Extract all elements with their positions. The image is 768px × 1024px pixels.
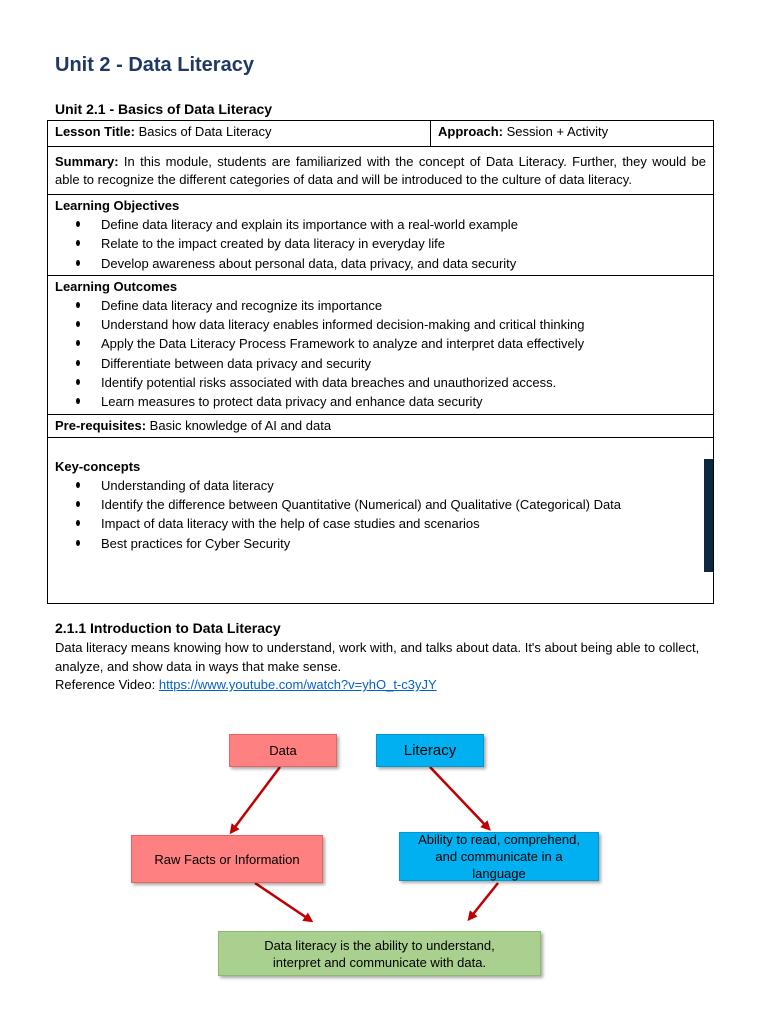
- list-item: Best practices for Cyber Security: [72, 534, 706, 553]
- list-item: Define data literacy and explain its importance with a real-world example: [72, 215, 706, 234]
- definition-label: Data literacy is the ability to understand, interpret and communicate with data.: [264, 937, 495, 970]
- arrow-ability-to-definition: [470, 883, 498, 918]
- data-box-label: Data: [269, 743, 297, 758]
- list-item: Understanding of data literacy: [72, 476, 706, 495]
- list-item: Differentiate between data privacy and security: [72, 354, 706, 373]
- list-item: Understand how data literacy enables informed decision-making and critical thinking: [72, 315, 706, 334]
- section-heading: 2.1.1 Introduction to Data Literacy: [55, 620, 281, 636]
- arrow-literacy-to-ability: [430, 767, 488, 828]
- raw-facts-label: Raw Facts or Information: [154, 851, 300, 867]
- approach-label: Approach:: [438, 124, 503, 139]
- list-item: Identify the difference between Quantitative (Numerical) and Qualitative (Categorical) Data: [72, 495, 706, 514]
- list-item: Relate to the impact created by data literacy in everyday life: [72, 234, 706, 253]
- arrow-raw-to-definition: [255, 883, 310, 920]
- list-item: Identify potential risks associated with data breaches and unauthorized access.: [72, 373, 706, 392]
- key-concepts-label: Key-concepts: [55, 458, 141, 474]
- summary-label: Summary:: [55, 154, 119, 169]
- literacy-box-label: Literacy: [403, 742, 457, 759]
- prereq-label: Pre-requisites:: [55, 417, 147, 433]
- arrow-data-to-raw: [232, 767, 280, 831]
- literacy-box: [376, 734, 484, 767]
- list-item: Apply the Data Literacy Process Framework to analyze and interpret data effectively: [72, 334, 706, 353]
- ability-label: Ability to read, comprehend, and communicate in a language: [418, 832, 580, 881]
- reference-video-link[interactable]: https://www.youtube.com/watch?v=yhO_t-c3yJY: [158, 677, 437, 692]
- summary-text: In this module, students are familiarized with the concept of Data Literacy. Further, they would be able to recognize the different categories of data and will be introduced to the culture of data literacy.: [55, 154, 706, 187]
- raw-facts-box: [131, 835, 323, 883]
- reference-label: Reference Video:: [55, 677, 156, 692]
- approach-value: Session + Activity: [506, 124, 609, 139]
- outcomes-label: Learning Outcomes: [55, 278, 178, 294]
- lesson-title-value: Basics of Data Literacy: [138, 124, 272, 139]
- list-item: Define data literacy and recognize its importance: [72, 296, 706, 315]
- unit-title: Unit 2 - Data Literacy: [55, 54, 254, 76]
- objectives-label: Learning Objectives: [55, 198, 180, 213]
- intro-paragraph: Data literacy means knowing how to understand, work with, and talks about data. It's about being able to collect, analyze, and show data in ways that make sense.: [55, 640, 700, 674]
- prereq-value: Basic knowledge of AI and data: [149, 417, 332, 433]
- list-item: Develop awareness about personal data, data privacy, and data security: [72, 254, 706, 273]
- data-box: [229, 734, 337, 767]
- list-item: Impact of data literacy with the help of case studies and scenarios: [72, 514, 706, 533]
- ability-box: [399, 832, 599, 881]
- lesson-title-label: Lesson Title:: [55, 124, 135, 139]
- unit-subtitle: Unit 2.1 - Basics of Data Literacy: [55, 101, 273, 117]
- definition-box: [218, 931, 541, 976]
- list-item: Learn measures to protect data privacy and enhance data security: [72, 392, 706, 411]
